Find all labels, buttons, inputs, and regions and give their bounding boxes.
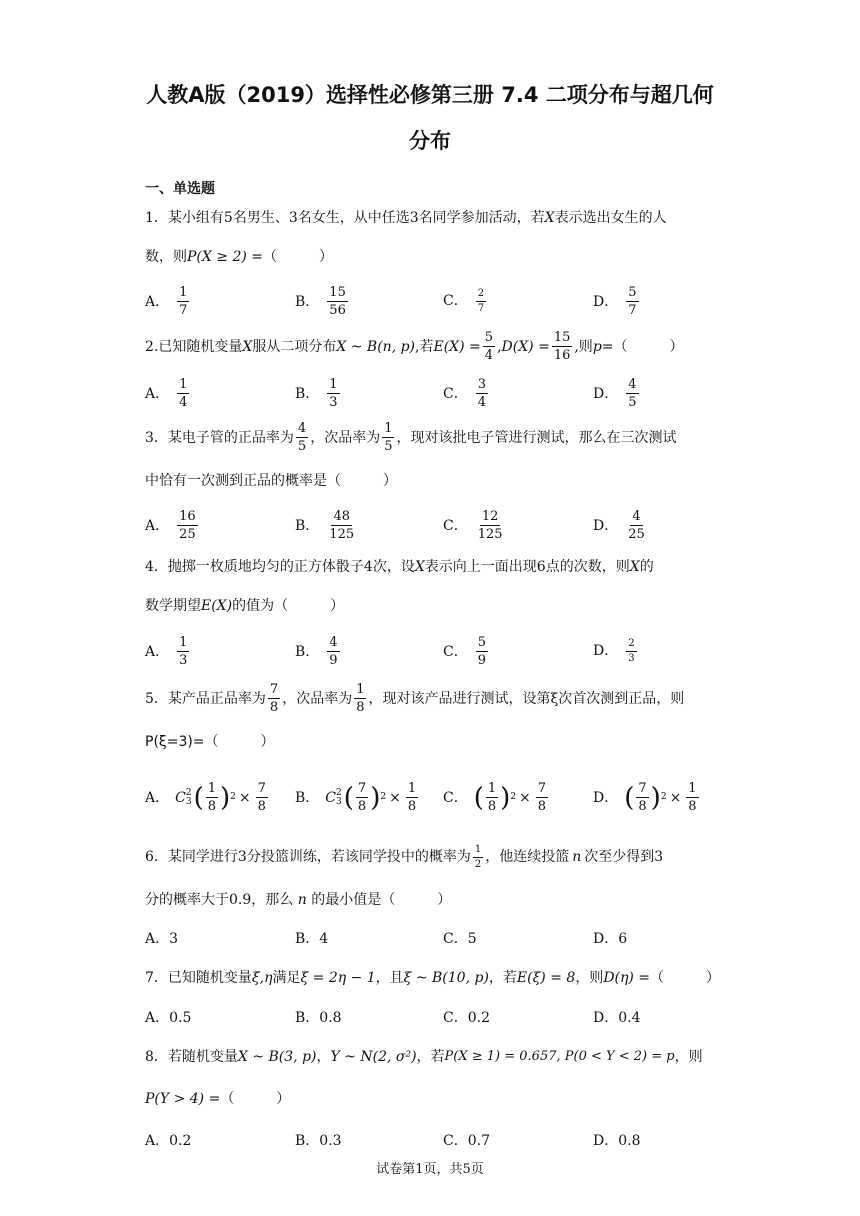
q1-text: 1．某小组有5名男生、3名女生，从中任选3名同学参加活动，若 bbox=[145, 210, 545, 226]
q4-text: 表示向上一面出现6点的次数，则 bbox=[424, 559, 630, 575]
frac-num: 2 bbox=[476, 289, 486, 302]
option-label: D． bbox=[593, 517, 619, 534]
option-label: B． bbox=[295, 385, 320, 402]
frac-den: 25 bbox=[179, 527, 196, 542]
q5-text: ，现对该产品进行测试，设第ξ次首次测到正品，则 bbox=[368, 690, 685, 707]
question-1-line-2 bbox=[145, 242, 725, 272]
option-label: D． bbox=[593, 293, 619, 310]
frac-den: 125 bbox=[329, 527, 355, 542]
page-footer: 试卷第1页，共5页 bbox=[376, 1162, 484, 1177]
q4-option-c[interactable] bbox=[443, 636, 490, 667]
q7-option-d[interactable]: D．0.4 bbox=[593, 1010, 641, 1026]
combination-symbol: C bbox=[325, 789, 337, 806]
q2-option-c[interactable] bbox=[443, 378, 490, 409]
q1-option-b[interactable] bbox=[295, 286, 350, 317]
question-1-line-1 bbox=[145, 203, 725, 233]
frac-num: 4 bbox=[632, 509, 641, 524]
q6-option-b[interactable]: B．4 bbox=[295, 931, 329, 947]
times: × bbox=[238, 789, 251, 806]
frac-num: 15 bbox=[329, 285, 346, 300]
question-8-line-1 bbox=[145, 1042, 725, 1072]
question-5-line-2: P(ξ=3)=（ ） bbox=[145, 734, 275, 750]
q4-var: X bbox=[414, 559, 425, 575]
frac-num: 5 bbox=[628, 285, 637, 300]
option-label: C． bbox=[443, 293, 468, 309]
sub: 3 bbox=[185, 796, 192, 807]
frac-num: 1 bbox=[329, 377, 338, 392]
frac-den: 8 bbox=[356, 700, 365, 715]
q6-option-a[interactable]: A．3 bbox=[145, 931, 179, 947]
q1-option-d[interactable] bbox=[593, 286, 641, 317]
q6-option-d[interactable]: D．6 bbox=[593, 931, 628, 947]
frac-den: 8 bbox=[688, 799, 697, 814]
q7-text: ，且 bbox=[375, 970, 404, 986]
option-label: A． bbox=[145, 293, 170, 310]
q3-text: 3．某电子管的正品率为 bbox=[145, 429, 294, 446]
frac-den: 7 bbox=[179, 303, 188, 318]
q1-l2-text: 数，则 bbox=[145, 249, 187, 265]
combination-symbol: C bbox=[175, 789, 186, 806]
q2-text: ,则 bbox=[574, 338, 593, 355]
frac-den: 7 bbox=[477, 302, 485, 314]
option-label: D． bbox=[593, 385, 619, 402]
q6-var: n bbox=[297, 892, 307, 908]
frac-num: 7 bbox=[638, 781, 647, 796]
frac-den: 2 bbox=[474, 858, 482, 870]
q2-expr: D(X) = bbox=[501, 338, 550, 355]
sub: 3 bbox=[336, 796, 342, 807]
q8-expr: Y ~ N(2, σ²) bbox=[330, 1049, 417, 1065]
frac-num: 1 bbox=[384, 421, 393, 436]
frac-den: 25 bbox=[628, 527, 645, 542]
frac-num: 1 bbox=[473, 845, 483, 858]
frac-den: 9 bbox=[329, 653, 338, 668]
frac-den: 4 bbox=[484, 348, 494, 363]
frac-num: 15 bbox=[553, 330, 571, 345]
option-label: A． bbox=[145, 789, 170, 806]
q6-text: 6．某同学进行3分投篮训练，若该同学投中的概率为 bbox=[145, 849, 471, 865]
q4-expr: E(X) bbox=[201, 598, 233, 614]
q3-option-b[interactable] bbox=[295, 510, 358, 541]
frac-num: 1 bbox=[487, 781, 497, 796]
frac-num: 7 bbox=[257, 781, 266, 796]
q2-var: X bbox=[242, 338, 253, 355]
q2-option-a[interactable] bbox=[145, 378, 191, 409]
q7-expr: E(ξ) = 8 bbox=[516, 970, 576, 986]
q2-var: p bbox=[592, 338, 602, 355]
q4-text: 的 bbox=[639, 559, 654, 575]
frac-num: 7 bbox=[537, 781, 547, 796]
frac-num: 1 bbox=[179, 635, 188, 650]
q2-expr: E(X) = bbox=[433, 338, 481, 355]
q5-option-b[interactable]: B． C 2 3 ( $\frac{7}{8}$ ) 2 × $\frac{1}{8}$ bbox=[295, 781, 417, 814]
option-label: D． bbox=[593, 643, 619, 659]
q6-var: n bbox=[572, 849, 582, 865]
frac-num: 3 bbox=[477, 377, 486, 392]
frac-num: 1 bbox=[207, 781, 217, 796]
frac-den: 16 bbox=[553, 348, 571, 363]
option-label: C． bbox=[443, 517, 468, 534]
frac-den: 5 bbox=[384, 439, 393, 454]
q4-text: 数学期望 bbox=[145, 598, 201, 614]
frac-num: 12 bbox=[481, 509, 499, 524]
frac-den: 3 bbox=[179, 653, 188, 668]
q8-option-b[interactable]: B．0.3 bbox=[295, 1133, 342, 1149]
q2-text: , bbox=[497, 338, 502, 355]
option-label: C． bbox=[443, 789, 468, 806]
question-5-line-1 bbox=[145, 683, 725, 714]
q7-text: ，则 bbox=[575, 970, 604, 986]
option-label: B． bbox=[295, 643, 320, 660]
frac-den: 4 bbox=[477, 395, 486, 410]
q4-text: 4．抛掷一枚质地均匀的正方体骰子4次，设 bbox=[145, 559, 415, 575]
q7-option-c[interactable]: C．0.2 bbox=[443, 1010, 490, 1026]
q5-option-a[interactable]: A． C 2 3 ( $\frac{1}{8}$ ) 2 × $\frac{7}{8}$ bbox=[145, 781, 266, 814]
q8-text: ，则 bbox=[674, 1049, 703, 1065]
sup: 2 bbox=[185, 787, 192, 798]
frac-den: 8 bbox=[537, 799, 547, 814]
q7-text: 满足 bbox=[272, 970, 301, 986]
exponent: 2 bbox=[230, 792, 236, 802]
q2-text: 服从二项分布 bbox=[252, 338, 337, 355]
q3-text: ，次品率为 bbox=[310, 429, 381, 446]
frac-num: 5 bbox=[477, 635, 486, 650]
question-3-line-2: 中恰有一次测到正品的概率是（ ） bbox=[145, 473, 397, 489]
q7-paren: （ ） bbox=[650, 970, 721, 986]
question-6-line-1 bbox=[145, 842, 725, 872]
q8-paren: （ ） bbox=[220, 1091, 291, 1107]
frac-num: 16 bbox=[179, 509, 196, 524]
q8-expr: P(Y > 4) = bbox=[145, 1091, 221, 1107]
question-4-line-2 bbox=[145, 591, 725, 621]
option-label: D． bbox=[593, 789, 619, 806]
frac-den: 5 bbox=[628, 395, 637, 410]
frac-num: 5 bbox=[484, 330, 494, 345]
question-3-line-1 bbox=[145, 422, 725, 453]
frac-num: 7 bbox=[357, 781, 367, 796]
frac-den: 8 bbox=[207, 799, 217, 814]
times: × bbox=[669, 789, 682, 806]
frac-den: 8 bbox=[257, 799, 266, 814]
frac-den: 3 bbox=[329, 395, 338, 410]
q7-option-a[interactable]: A．0.5 bbox=[145, 1010, 192, 1026]
frac-den: 9 bbox=[477, 653, 486, 668]
q8-text: ， bbox=[316, 1049, 331, 1065]
frac-num: 2 bbox=[626, 639, 636, 652]
q2-text: 2.已知随机变量 bbox=[145, 338, 243, 355]
q1-paren: （ ） bbox=[263, 249, 334, 265]
q7-expr: ξ ~ B(10, p) bbox=[403, 970, 489, 986]
q8-option-d[interactable]: D．0.8 bbox=[593, 1133, 641, 1149]
frac-den: 8 bbox=[357, 799, 367, 814]
frac-den: 8 bbox=[407, 799, 417, 814]
frac-num: 1 bbox=[179, 285, 188, 300]
title-line-1: 人教A版（2019）选择性必修第三册 7.4 二项分布与超几何 bbox=[146, 83, 714, 107]
q1-option-c[interactable] bbox=[443, 286, 488, 316]
q6-paren: 的最小值是（ ） bbox=[311, 892, 452, 908]
question-7-line-1 bbox=[145, 963, 725, 993]
frac-den: 5 bbox=[297, 439, 307, 454]
q2-paren: =（ ） bbox=[601, 338, 684, 355]
times: × bbox=[389, 789, 401, 806]
question-2-line-1 bbox=[145, 331, 725, 362]
question-4-line-1 bbox=[145, 552, 725, 582]
q3-option-c[interactable] bbox=[443, 510, 507, 541]
option-label: A． bbox=[145, 385, 170, 402]
q8-text: ，若 bbox=[416, 1049, 445, 1065]
frac-den: 7 bbox=[628, 303, 637, 318]
q1-option-a[interactable] bbox=[145, 286, 191, 317]
frac-num: 1 bbox=[407, 781, 417, 796]
q4-option-d[interactable] bbox=[593, 636, 639, 666]
question-8-line-2 bbox=[145, 1084, 725, 1114]
frac-num: 1 bbox=[356, 682, 365, 697]
frac-num: 4 bbox=[297, 421, 307, 436]
q1-text-end: 表示选出女生的人 bbox=[554, 210, 667, 226]
title-line-2: 分布 bbox=[409, 129, 451, 153]
q3-option-d[interactable] bbox=[593, 510, 649, 541]
q4-option-a[interactable] bbox=[145, 636, 191, 667]
frac-den: 8 bbox=[487, 799, 497, 814]
q5-option-c[interactable]: C． ( $\frac{1}{8}$ ) 2 × $\frac{7}{8}$ bbox=[443, 781, 547, 814]
frac-num: 7 bbox=[269, 682, 279, 697]
q4-paren: 的值为（ ） bbox=[232, 598, 345, 614]
q4-option-b[interactable] bbox=[295, 636, 342, 667]
q7-expr: ξ = 2η − 1 bbox=[300, 970, 376, 986]
q8-option-a[interactable]: A．0.2 bbox=[145, 1133, 192, 1149]
q1-var: X bbox=[544, 210, 555, 226]
q8-option-c[interactable]: C．0.7 bbox=[443, 1133, 490, 1149]
q1-expr: P(X ≥ 2) = bbox=[187, 249, 264, 265]
option-label: C． bbox=[443, 643, 468, 660]
q3-option-a[interactable] bbox=[145, 510, 200, 541]
exponent: 2 bbox=[510, 792, 517, 802]
q2-option-b[interactable] bbox=[295, 378, 342, 409]
option-label: B． bbox=[295, 517, 320, 534]
page-title bbox=[100, 72, 760, 164]
section-heading: 一、单选题 bbox=[145, 181, 215, 197]
q2-option-d[interactable] bbox=[593, 378, 641, 409]
frac-num: 4 bbox=[329, 635, 338, 650]
frac-den: 4 bbox=[179, 395, 188, 410]
q8-text: 8．若随机变量 bbox=[145, 1049, 238, 1065]
q2-expr: X ~ B(n, p) bbox=[336, 338, 416, 355]
q4-var: X bbox=[629, 559, 640, 575]
frac-den: 56 bbox=[329, 303, 346, 318]
q6-text: 次至少得到3 bbox=[584, 849, 664, 865]
frac-num: 1 bbox=[688, 781, 697, 796]
frac-den: 3 bbox=[628, 652, 635, 664]
option-label: A． bbox=[145, 517, 170, 534]
q5-text: 5．某产品正品率为 bbox=[145, 690, 266, 707]
q7-var: ξ,η bbox=[251, 970, 273, 986]
q5-option-d[interactable]: D． ( $\frac{7}{8}$ ) 2 × $\frac{1}{8}$ bbox=[593, 781, 697, 814]
exponent: 2 bbox=[660, 792, 667, 802]
option-label: A． bbox=[145, 643, 170, 660]
exponent: 2 bbox=[380, 792, 387, 802]
q6-option-c[interactable]: C．5 bbox=[443, 931, 477, 947]
frac-den: 8 bbox=[638, 799, 647, 814]
frac-num: 1 bbox=[179, 377, 188, 392]
option-label: B． bbox=[295, 293, 320, 310]
q7-text: 7．已知随机变量 bbox=[145, 970, 252, 986]
option-label: C． bbox=[443, 385, 468, 402]
frac-den: 8 bbox=[269, 700, 279, 715]
times: × bbox=[519, 789, 531, 806]
q7-text: ，若 bbox=[488, 970, 517, 986]
q7-expr: D(η) = bbox=[603, 970, 651, 986]
question-6-line-2 bbox=[145, 885, 725, 915]
q2-text: ,若 bbox=[415, 338, 434, 355]
q6-text: ，他连续投篮 bbox=[485, 849, 570, 865]
q7-option-b[interactable]: B．0.8 bbox=[295, 1010, 342, 1026]
frac-num: 4 bbox=[628, 377, 637, 392]
q3-text: ，现对该批电子管进行测试，那么在三次测试 bbox=[396, 429, 677, 446]
q8-expr: X ~ B(3, p) bbox=[237, 1049, 317, 1065]
q6-text: 分的概率大于0.9，那么 bbox=[145, 892, 294, 908]
q8-expr: P(X ≥ 1) = 0.657, P(0 < Y < 2) = p bbox=[444, 1049, 675, 1064]
frac-num: 48 bbox=[333, 509, 350, 524]
sup: 2 bbox=[336, 787, 342, 798]
q5-text: ，次品率为 bbox=[282, 690, 353, 707]
frac-den: 125 bbox=[477, 527, 503, 542]
option-label: B． bbox=[295, 789, 320, 806]
